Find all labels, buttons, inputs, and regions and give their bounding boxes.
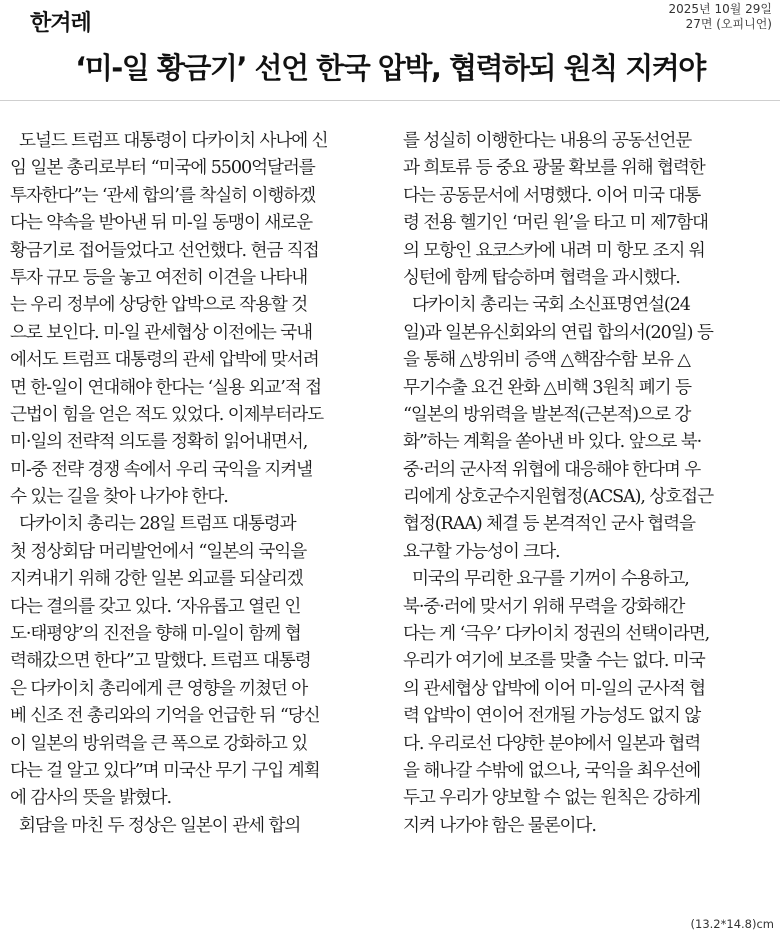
article-line: 싱턴에 함께 탑승하며 협력을 과시했다.	[403, 267, 680, 288]
article-line: 화”하는 계획을 쏟아낸 바 있다. 앞으로 북·	[403, 432, 702, 453]
article-line: 미-중 전략 경쟁 속에서 우리 국익을 지켜낼	[10, 459, 313, 480]
article-column-right	[403, 128, 776, 840]
article-line: 은 다카이치 총리에게 큰 영향을 끼쳤던 아	[10, 678, 308, 699]
article-line: 수 있는 길을 찾아 나가야 한다.	[10, 487, 228, 508]
article-line: 우리가 여기에 보조를 맞출 수는 없다. 미국	[403, 651, 705, 672]
article-size-note: (13.2*14.8)cm	[690, 917, 774, 931]
article-line: 첫 정상회담 머리발언에서 “일본의 국익을	[10, 541, 307, 562]
article-line: 도널드 트럼프 대통령이 다카이치 사나에 신	[10, 131, 328, 151]
article-line: 리에게 상호군수지원협정(ACSA), 상호접근	[403, 487, 713, 508]
article-line: 를 성실히 이행한다는 내용의 공동선언문	[403, 131, 692, 151]
article-line: 을 해나갈 수밖에 없으나, 국익을 최우선에	[403, 760, 701, 781]
article-line: 투자 규모 등을 놓고 여전히 이견을 나타내	[10, 267, 308, 288]
article-line: 미국의 무리한 요구를 기꺼이 수용하고,	[403, 569, 689, 590]
article-line: 에서도 트럼프 대통령의 관세 압박에 맞서려	[10, 350, 319, 371]
article-line: 협정(RAA) 체결 등 본격적인 군사 협력을	[403, 514, 695, 535]
article-line: 으로 보인다. 미-일 관세협상 이전에는 국내	[10, 322, 313, 343]
article-line: 다. 우리로선 다양한 분야에서 일본과 협력	[403, 733, 701, 754]
article-line: 다는 게 ‘극우’ 다카이치 정권의 선택이라면,	[403, 624, 710, 645]
article-line: 면 한-일이 연대해야 한다는 ‘실용 외교’적 접	[10, 377, 322, 398]
article-line: 도·태평양’의 진전을 향해 미-일이 함께 협	[10, 624, 301, 645]
article-line: 의 관세협상 압박에 이어 미-일의 군사적 협	[403, 678, 706, 699]
article-line: 다는 결의를 갖고 있다. ‘자유롭고 열린 인	[10, 596, 301, 617]
article-line: 과 희토류 등 중요 광물 확보를 위해 협력한	[403, 158, 705, 179]
article-line: 회담을 마친 두 정상은 일본이 관세 합의	[10, 815, 301, 836]
editorial-headline: ‘미-일 황금기’ 선언 한국 압박, 협력하되 원칙 지켜야	[75, 51, 705, 85]
article-line: 지켜내기 위해 강한 일본 외교를 되살리겠	[10, 569, 303, 590]
article-line: 임 일본 총리로부터 “미국에 5500억달러를	[10, 158, 315, 179]
article-column-left	[10, 128, 392, 840]
headline-divider	[0, 100, 780, 101]
article-line: 력 압박이 연이어 전개될 가능성도 없지 않	[403, 706, 701, 727]
article-line: 근법이 힘을 얻은 적도 있었다. 이제부터라도	[10, 404, 324, 425]
page-section: 27면 (오피니언)	[685, 17, 772, 31]
article-line: 의 모항인 요코스카에 내려 미 항모 조지 워	[403, 240, 705, 261]
article-line: 두고 우리가 양보할 수 없는 원칙은 강하게	[403, 788, 701, 809]
article-line: 이 일본의 방위력을 큰 폭으로 강화하고 있	[10, 733, 308, 754]
masthead-logo: 한겨레	[30, 11, 91, 36]
article-line: 는 우리 정부에 상당한 압박으로 작용할 것	[10, 295, 308, 316]
article-line: 다는 걸 알고 있다”며 미국산 무기 구입 계획	[10, 760, 320, 781]
article-line: “일본의 방위력을 발본적(근본적)으로 강	[403, 404, 691, 425]
article-line: 투자한다”는 ‘관세 합의’를 착실히 이행하겠	[10, 185, 316, 206]
publication-info	[669, 2, 772, 32]
article-line: 다카이치 총리는 28일 트럼프 대통령과	[10, 514, 296, 535]
article-line: 다는 공동문서에 서명했다. 이어 미국 대통	[403, 185, 701, 206]
article-line: 력해갔으면 한다”고 말했다. 트럼프 대통령	[10, 651, 311, 672]
article-line: 다카이치 총리는 국회 소신표명연설(24	[403, 295, 690, 316]
article-line: 다는 약속을 받아낸 뒤 미-일 동맹이 새로운	[10, 213, 313, 234]
article-line: 령 전용 헬기인 ‘머린 원’을 타고 미 제7함대	[403, 213, 708, 234]
article-line: 일)과 일본유신회와의 연립 합의서(20일) 등	[403, 322, 713, 343]
article-line: 요구할 가능성이 크다.	[403, 541, 560, 562]
article-line: 북·중·러에 맞서기 위해 무력을 강화해간	[403, 596, 685, 617]
article-line: 중·러의 군사적 위협에 대응해야 한다며 우	[403, 459, 701, 480]
article-line: 무기수출 요건 완화 △비핵 3원칙 폐기 등	[403, 377, 691, 398]
article-line: 미·일의 전략적 의도를 정확히 읽어내면서,	[10, 432, 308, 453]
article-line: 을 통해 △방위비 증액 △핵잠수함 보유 △	[403, 350, 690, 371]
article-line: 지켜 나가야 함은 물론이다.	[403, 815, 596, 836]
article-line: 에 감사의 뜻을 밝혔다.	[10, 788, 172, 809]
article-line: 황금기로 접어들었다고 선언했다. 현금 직접	[10, 240, 319, 261]
publication-date: 2025년 10월 29일	[668, 2, 772, 16]
article-line: 베 신조 전 총리와의 기억을 언급한 뒤 “당신	[10, 706, 320, 727]
